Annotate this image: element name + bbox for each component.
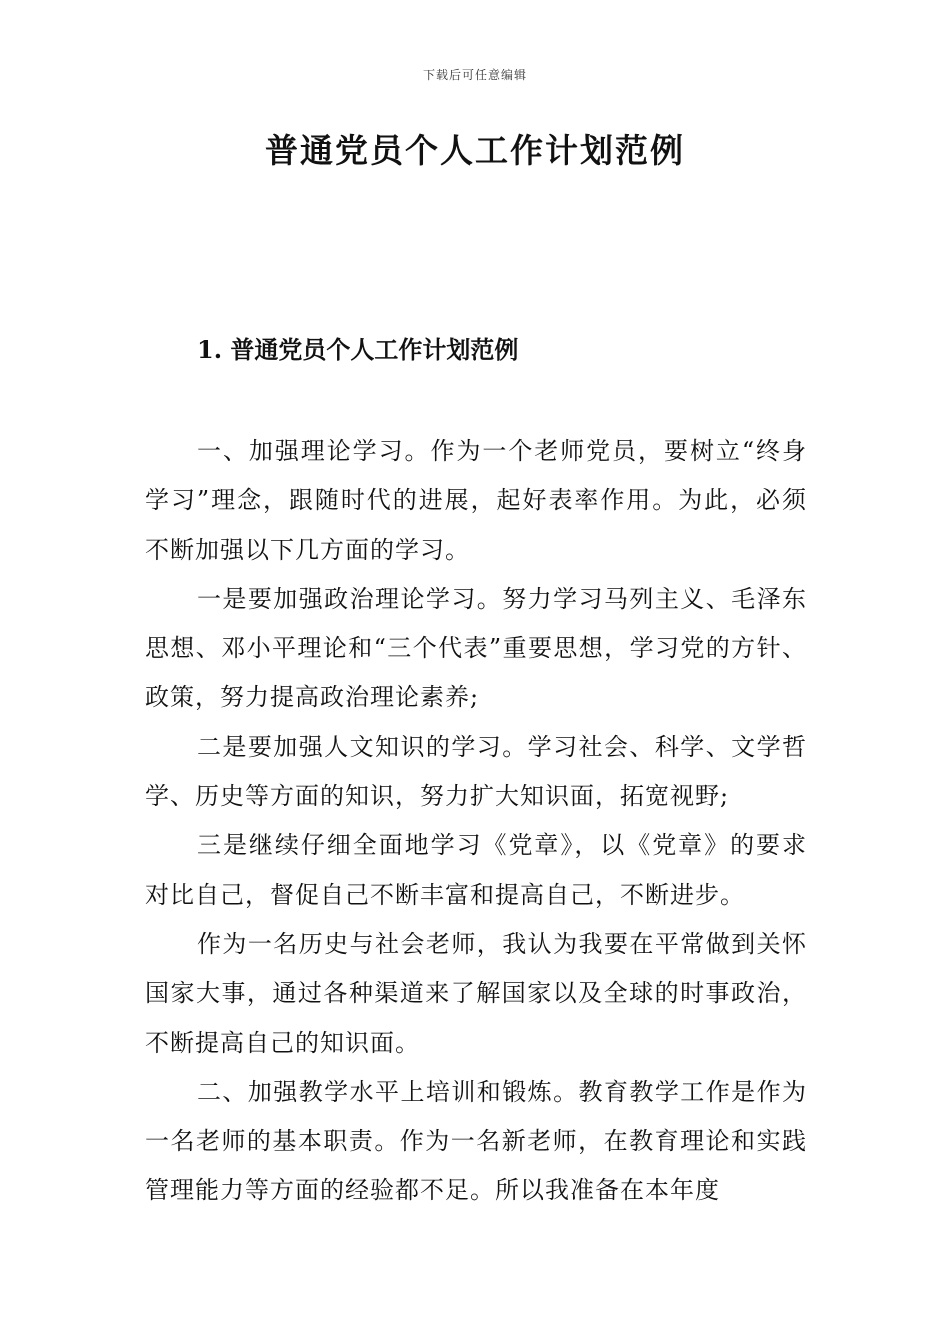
section-heading: 1. 普通党员个人工作计划范例	[197, 335, 519, 364]
paragraph-teaching-training: 二、加强教学水平上培训和锻炼。教育教学工作是作为一名老师的基本职责。作为一名新老师，在教育理论和实践管理能力等方面的经验都不足。所以我准备在本年度	[145, 1077, 807, 1205]
paragraph-theory-study: 一、加强理论学习。作为一个老师党员，要树立“终身学习”理念，跟随时代的进展，起好表率作用。为此，必须不断加强以下几方面的学习。	[145, 437, 807, 564]
header-note: 下载后可任意编辑	[422, 68, 527, 82]
paragraph-humanities: 二是要加强人文知识的学习。学习社会、科学、文学哲学、历史等方面的知识，努力扩大知识面，拓宽视野;	[145, 732, 807, 811]
paragraph-current-affairs: 作为一名历史与社会老师，我认为我要在平常做到关怀国家大事，通过各种渠道来了解国家以及全球的时事政治，不断提高自己的知识面。	[145, 929, 807, 1057]
body-text	[145, 427, 807, 1216]
document-title: 普通党员个人工作计划范例	[265, 131, 685, 170]
paragraph-political-theory: 一是要加强政治理论学习。努力学习马列主义、毛泽东思想、邓小平理论和“三个代表”重要思想，学习党的方针、政策，努力提高政治理论素养;	[145, 584, 807, 712]
paragraph-party-constitution: 三是继续仔细全面地学习《党章》，以《党章》的要求对比自己，督促自己不断丰富和提高自己，不断进步。	[145, 831, 807, 909]
